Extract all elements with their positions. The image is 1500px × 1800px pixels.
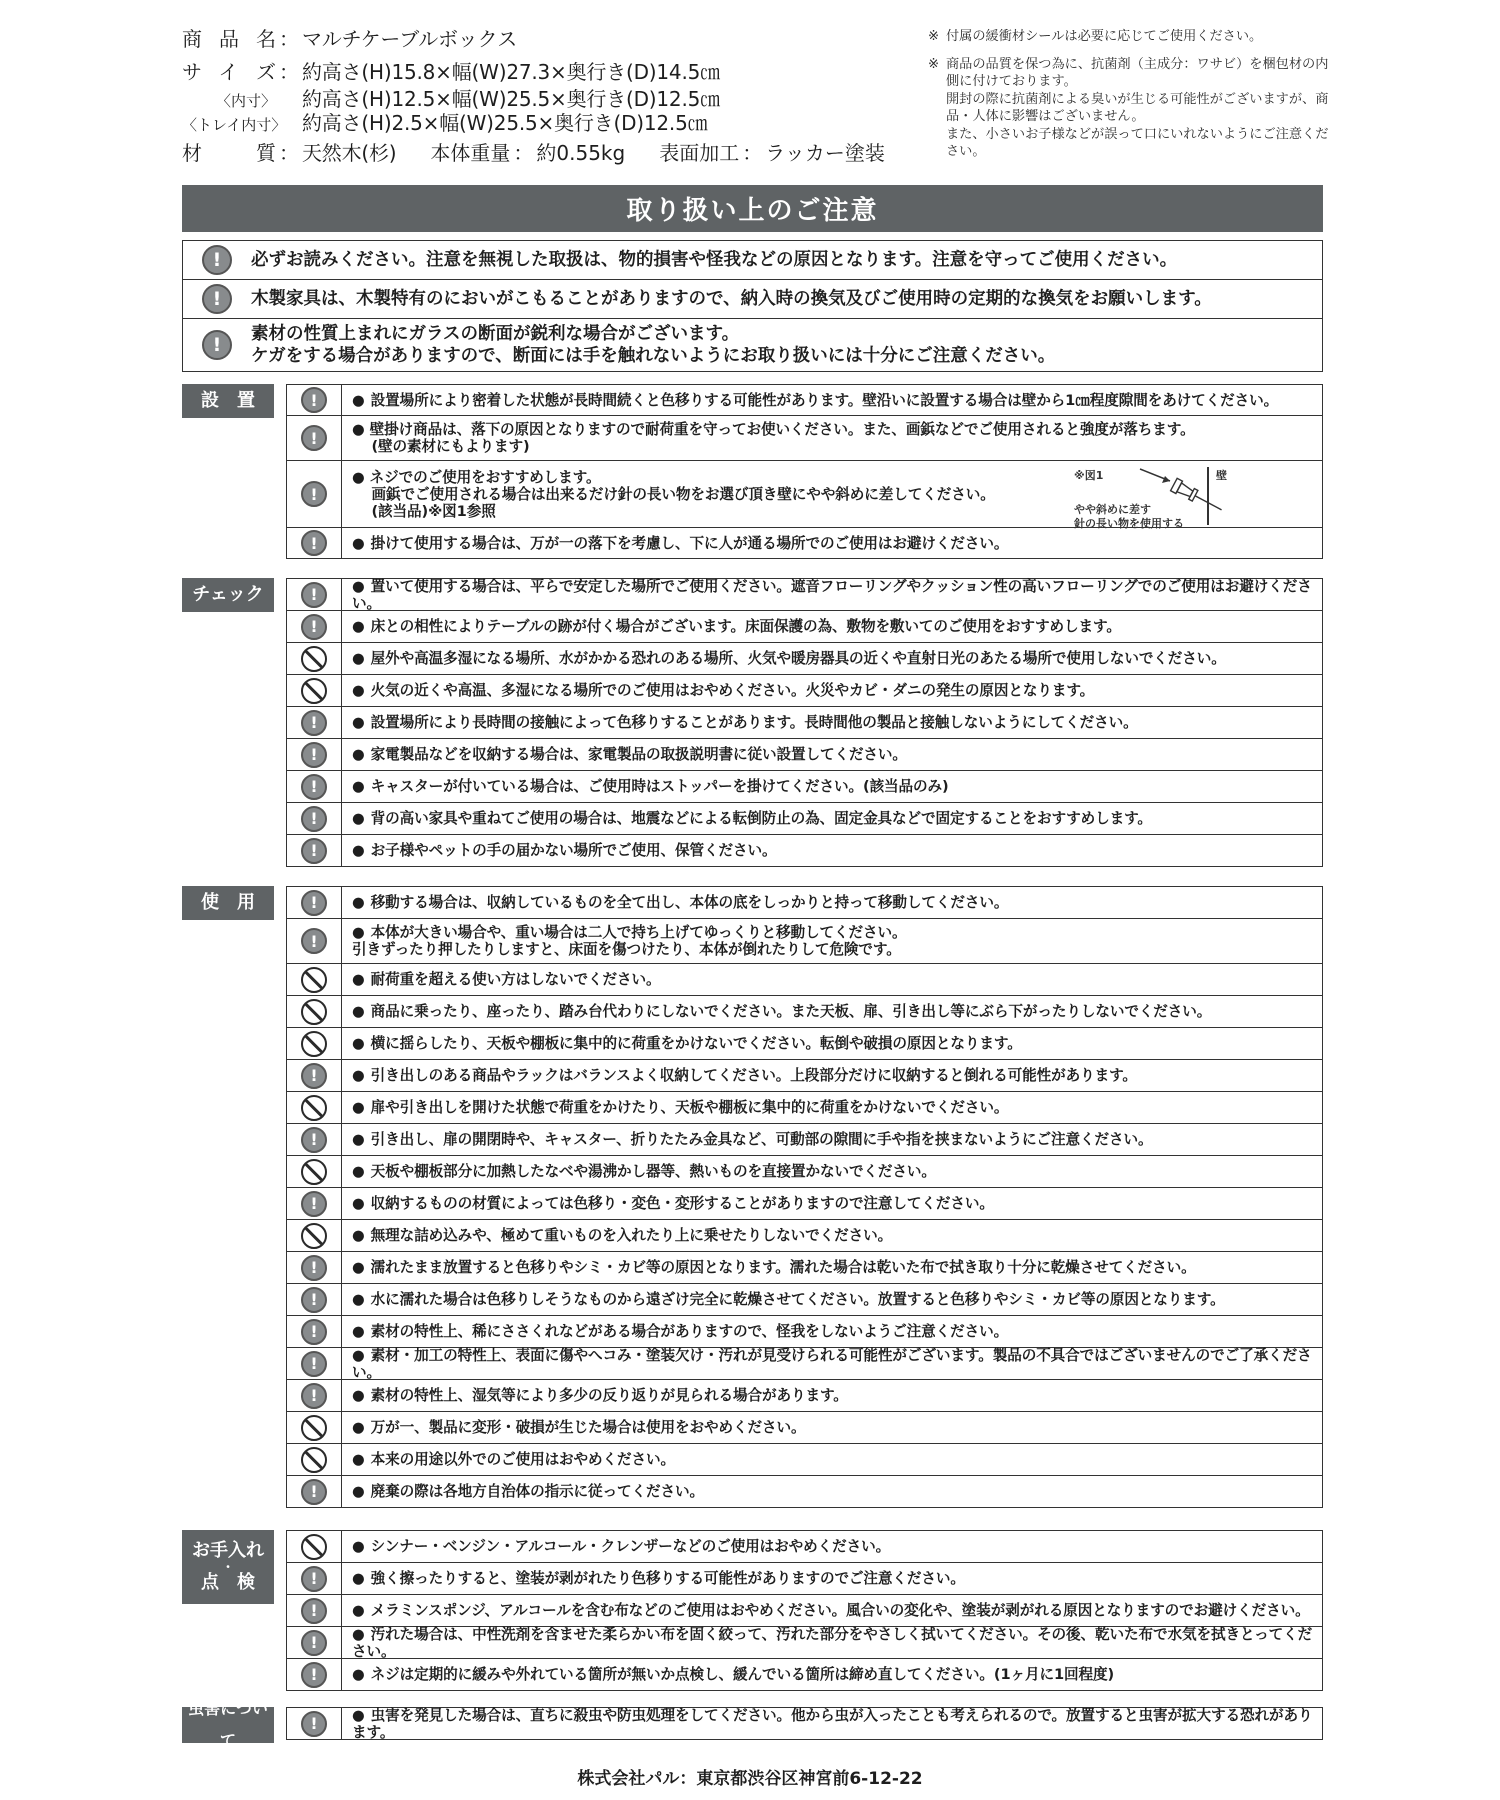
prohibited-icon bbox=[301, 1223, 327, 1249]
list-item: ! ● お子様やペットの手の届かない場所でご使用、保管ください。 bbox=[287, 835, 1322, 866]
spec-material-value: 天然木(杉) bbox=[302, 141, 397, 165]
warning-text: 必ずお読みください。注意を無視した取扱は、物的損害や怪我などの原因となります。注意を守ってご使用ください。 bbox=[251, 250, 1178, 270]
list-item: ! ● メラミンスポンジ、アルコールを含む布などのご使用はおやめください。風合いの変化や、塗装が剥がれる原因となりますのでお避けください。 bbox=[287, 1595, 1322, 1627]
caution-icon: ! bbox=[301, 928, 327, 954]
prohibited-icon bbox=[301, 967, 327, 993]
spec-weight-label: 本体重量 bbox=[430, 141, 511, 165]
list-item: ! ● 虫害を発見した場合は、直ちに殺虫や防虫処理をしてください。他から虫が入ったことも考えられるので。放置すると虫害が拡大する恐れがあります。 bbox=[287, 1708, 1322, 1739]
list-item: ● 横に揺らしたり、天板や棚板に集中的に荷重をかけないでください。転倒や破損の原因となります。 bbox=[287, 1028, 1322, 1060]
section-table-check bbox=[286, 578, 1323, 867]
list-item: ! ● 家電製品などを収納する場合は、家電製品の取扱説明書に従い設置してください。 bbox=[287, 739, 1322, 771]
figure-label: ※図1 bbox=[1074, 469, 1104, 482]
list-item: ! ● 壁掛け商品は、落下の原因となりますので耐荷重を守ってお使いください。また、画鋲などでご使用されると強度が落ちます。 (壁の素材にもよります) bbox=[287, 416, 1322, 461]
caution-icon: ! bbox=[301, 1711, 327, 1737]
list-item: ● 本来の用途以外でのご使用はおやめください。 bbox=[287, 1444, 1322, 1476]
caution-icon: ! bbox=[301, 1662, 327, 1688]
list-item: ! ● キャスターが付いている場合は、ご使用時はストッパーを掛けてください。(該当品のみ) bbox=[287, 771, 1322, 803]
list-item: ● 天板や棚板部分に加熱したなべや湯沸かし器等、熱いものを直接置かないでください。 bbox=[287, 1156, 1322, 1188]
caution-icon: ! bbox=[301, 481, 327, 507]
list-item: ! ● 素材・加工の特性上、表面に傷やへコみ・塗装欠け・汚れが見受けられる可能性がございます。製品の不具合ではございませんのでご了承ください。 bbox=[287, 1348, 1322, 1380]
list-item: ! ● 廃棄の際は各地方自治体の指示に従ってください。 bbox=[287, 1476, 1322, 1507]
list-item: ! ● 本体が大きい場合や、重い場合は二人で持ち上げてゆっくりと移動してください。 引きずったり押したりしますと、床面を傷つけたり、本体が倒れたりして危険です。 bbox=[287, 919, 1322, 964]
caution-icon: ! bbox=[202, 330, 232, 360]
company-footer: 株式会社パル：東京都渋谷区神宮前6-12-22 bbox=[577, 1769, 923, 1789]
note-cushion-seal: ※ 付属の緩衝材シールは必要に応じてご使用ください。 bbox=[928, 29, 1263, 44]
caution-icon: ! bbox=[301, 1287, 327, 1313]
spec-tray-label: 〈トレイ内寸〉 bbox=[182, 116, 287, 134]
figure-caption: 針の長い物を使用する bbox=[1074, 517, 1184, 530]
caution-icon: ! bbox=[301, 1351, 327, 1377]
spec-size-label: サイズ bbox=[182, 60, 276, 84]
prohibited-icon bbox=[301, 1534, 327, 1560]
list-item: ● 万が一、製品に変形・破損が生じた場合は使用をおやめください。 bbox=[287, 1412, 1322, 1444]
warning-text: 素材の性質上まれにガラスの断面が鋭利な場合がございます。 ケガをする場合がありますので、断面には手を触れないようにお取り扱いには十分にご注意ください。 bbox=[251, 324, 1056, 366]
caution-icon: ! bbox=[301, 530, 327, 556]
caution-icon: ! bbox=[301, 1383, 327, 1409]
figure-caption: やや斜めに差す bbox=[1074, 503, 1151, 516]
warning-row bbox=[183, 319, 1322, 371]
list-item: ! ● 収納するものの材質によっては色移り・変色・変形することがありますので注意してください。 bbox=[287, 1188, 1322, 1220]
caution-icon: ! bbox=[301, 890, 327, 916]
section-label-insects: 虫害について bbox=[182, 1707, 274, 1743]
page-title: 取り扱い上のご注意 bbox=[182, 185, 1323, 232]
list-item: ● シンナー・ベンジン・アルコール・クレンザーなどのご使用はおやめください。 bbox=[287, 1531, 1322, 1563]
prohibited-icon bbox=[301, 1031, 327, 1057]
list-item: ! ● 掛けて使用する場合は、万が一の落下を考慮し、下に人が通る場所でのご使用はお避けください。 bbox=[287, 528, 1322, 558]
caution-icon: ! bbox=[301, 774, 327, 800]
caution-icon: ! bbox=[301, 1063, 327, 1089]
caution-icon: ! bbox=[301, 387, 327, 413]
list-item: ● 屋外や高温多湿になる場所、水がかかる恐れのある場所、火気や暖房器具の近くや直射日光のあたる場所で使用しないでください。 bbox=[287, 643, 1322, 675]
caution-icon: ! bbox=[301, 1127, 327, 1153]
warning-row bbox=[183, 241, 1322, 280]
list-item: ! ● 背の高い家具や重ねてご使用の場合は、地震などによる転倒防止の為、固定金具などで固定することをおすすめします。 bbox=[287, 803, 1322, 835]
caution-icon: ! bbox=[301, 614, 327, 640]
warning-text: 木製家具は、木製特有のにおいがこもることがありますので、納入時の換気及びご使用時の定期的な換気をお願いします。 bbox=[251, 289, 1212, 309]
pushpin-icon bbox=[1134, 465, 1264, 527]
spec-material-label: 材 質 bbox=[182, 141, 276, 165]
list-item: ● 扉や引き出しを開けた状態で荷重をかけたり、天板や棚板に集中的に荷重をかけないでください。 bbox=[287, 1092, 1322, 1124]
list-item: ● 火気の近くや高温、多湿になる場所でのご使用はおやめください。火災やカビ・ダニの発生の原因となります。 bbox=[287, 675, 1322, 707]
spec-finish-label: 表面加工 bbox=[659, 141, 740, 165]
list-item: ! ● 濡れたまま放置すると色移りやシミ・カビ等の原因となります。濡れた場合は乾いた布で拭き取り十分に乾燥させてください。 bbox=[287, 1252, 1322, 1284]
spec-size-row: サイズ ： 約高さ(H)15.8×幅(W)27.3×奥行き(D)14.5㎝ bbox=[182, 60, 720, 84]
prohibited-icon bbox=[301, 678, 327, 704]
section-table-use bbox=[286, 886, 1323, 1508]
spec-tray-value: 約高さ(H)2.5×幅(W)25.5×奥行き(D)12.5㎝ bbox=[302, 111, 708, 135]
spec-weight-value: 約0.55kg bbox=[536, 141, 626, 165]
spec-name-row: 商品名 ： マルチケーブルボックス bbox=[182, 27, 517, 51]
prohibited-icon bbox=[301, 999, 327, 1025]
list-item: ! ● 置いて使用する場合は、平らで安定した場所でご使用ください。遮音フローリングやクッション性の高いフローリングでのご使用はお避けください。 bbox=[287, 579, 1322, 611]
list-item: ! ● 水に濡れた場合は色移りしそうなものから遠ざけ完全に乾燥させてください。放置すると色移りやシミ・カビ等の原因となります。 bbox=[287, 1284, 1322, 1316]
product-notes bbox=[928, 28, 1330, 171]
caution-icon: ! bbox=[301, 1479, 327, 1505]
caution-icon: ! bbox=[301, 1566, 327, 1592]
pushpin-figure bbox=[1064, 465, 1314, 530]
caution-icon: ! bbox=[301, 1319, 327, 1345]
list-item: ! ● 素材の特性上、湿気等により多少の反り返りが見られる場合があります。 bbox=[287, 1380, 1322, 1412]
warning-row bbox=[183, 280, 1322, 319]
list-item: ! ● ネジは定期的に緩みや外れている箇所が無いか点検し、緩んでいる箇所は締め直してください。(1ヶ月に1回程度) bbox=[287, 1659, 1322, 1690]
list-item: ! ● 引き出し、扉の開閉時や、キャスター、折りたたみ金具など、可動部の隙間に手や指を挟まないようにご注意ください。 bbox=[287, 1124, 1322, 1156]
list-item: ! ● ネジでのご使用をおすすめします。 画鋲でご使用される場合は出来るだけ針の長い物をお選び頂き壁にやや斜めに差してください。 (該当品)※図1参照 ※図1 壁 やや斜めに差す 針の長い物を使用する bbox=[287, 461, 1322, 528]
spec-tray-row bbox=[182, 110, 707, 138]
caution-icon: ! bbox=[301, 1255, 327, 1281]
list-item: ! ● 移動する場合は、収納しているものを全て出し、本体の底をしっかりと持って移動してください。 bbox=[287, 887, 1322, 919]
prohibited-icon bbox=[301, 1159, 327, 1185]
list-item: ● 無理な詰め込みや、極めて重いものを入れたり上に乗せたりしないでください。 bbox=[287, 1220, 1322, 1252]
list-item: ● 耐荷重を超える使い方はしないでください。 bbox=[287, 964, 1322, 996]
prohibited-icon bbox=[301, 1095, 327, 1121]
caution-icon: ! bbox=[301, 425, 327, 451]
section-label-check: チェック bbox=[182, 578, 274, 612]
list-item: ! ● 素材の特性上、稀にささくれなどがある場合がありますので、怪我をしないようご注意ください。 bbox=[287, 1316, 1322, 1348]
prohibited-icon bbox=[301, 646, 327, 672]
section-table-care bbox=[286, 1530, 1323, 1691]
list-item: ! ● 引き出しのある商品やラックはバランスよく収納してください。上段部分だけに収納すると倒れる可能性があります。 bbox=[287, 1060, 1322, 1092]
list-item: ! ● 設置場所により長時間の接触によって色移りすることがあります。長時間他の製品と接触しないようにしてください。 bbox=[287, 707, 1322, 739]
caution-icon: ! bbox=[301, 806, 327, 832]
caution-icon: ! bbox=[202, 284, 232, 314]
spec-name-label: 商品名 bbox=[182, 27, 276, 51]
spec-material-row: 材 質 ： 天然木(杉) 本体重量 ： 約0.55kg 表面加工 ： ラッカー塗装 bbox=[182, 141, 885, 165]
prohibited-icon bbox=[301, 1447, 327, 1473]
list-item: ! ● 設置場所により密着した状態が長時間続くと色移りする可能性があります。壁沿いに設置する場合は壁から1㎝程度隙間をあけてください。 bbox=[287, 385, 1322, 416]
section-table-setup bbox=[286, 384, 1323, 559]
section-label-care: お手入れ ・ 点 検 bbox=[182, 1530, 274, 1604]
caution-icon: ! bbox=[301, 742, 327, 768]
spec-inner-value: 約高さ(H)12.5×幅(W)25.5×奥行き(D)12.5㎝ bbox=[302, 87, 720, 111]
spec-size-value: 約高さ(H)15.8×幅(W)27.3×奥行き(D)14.5㎝ bbox=[302, 60, 720, 84]
prohibited-icon bbox=[301, 1415, 327, 1441]
section-label-setup: 設 置 bbox=[182, 384, 274, 418]
list-item: ! ● 床との相性によりテーブルの跡が付く場合がございます。床面保護の為、敷物を敷いてのご使用をおすすめします。 bbox=[287, 611, 1322, 643]
spec-finish-value: ラッカー塗装 bbox=[765, 141, 885, 165]
figure-wall-label: 壁 bbox=[1216, 469, 1227, 482]
caution-icon: ! bbox=[301, 1191, 327, 1217]
spec-name-value: マルチケーブルボックス bbox=[302, 27, 517, 51]
note-antibacterial: ※ 商品の品質を保つ為に、抗菌剤（主成分：ワサビ）を梱包材の内側に付けております。 開封の際に抗菌剤による臭いが生じる可能性がございますが、商品・人体に影響はございません。 また、小さいお子様などが誤って口にいれないようにご注意ください。 bbox=[928, 56, 1329, 159]
caution-icon: ! bbox=[301, 838, 327, 864]
list-item: ● 商品に乗ったり、座ったり、踏み台代わりにしないでください。また天板、扉、引き出し等にぶら下がったりしないでください。 bbox=[287, 996, 1322, 1028]
list-item: ! ● 強く擦ったりすると、塗装が剥がれたり色移りする可能性がありますのでご注意ください。 bbox=[287, 1563, 1322, 1595]
general-warnings bbox=[182, 240, 1323, 372]
caution-icon: ! bbox=[301, 582, 327, 608]
section-label-use: 使 用 bbox=[182, 886, 274, 920]
caution-icon: ! bbox=[301, 1630, 327, 1656]
section-table-insects bbox=[286, 1707, 1323, 1740]
caution-icon: ! bbox=[301, 1598, 327, 1624]
caution-icon: ! bbox=[202, 245, 232, 275]
spec-inner-label: 〈内寸〉 bbox=[215, 92, 276, 110]
list-item: ! ● 汚れた場合は、中性洗剤を含ませた柔らかい布を固く絞って、汚れた部分をやさしく拭いてください。その後、乾いた布で水気を拭きとってください。 bbox=[287, 1627, 1322, 1659]
caution-icon: ! bbox=[301, 710, 327, 736]
